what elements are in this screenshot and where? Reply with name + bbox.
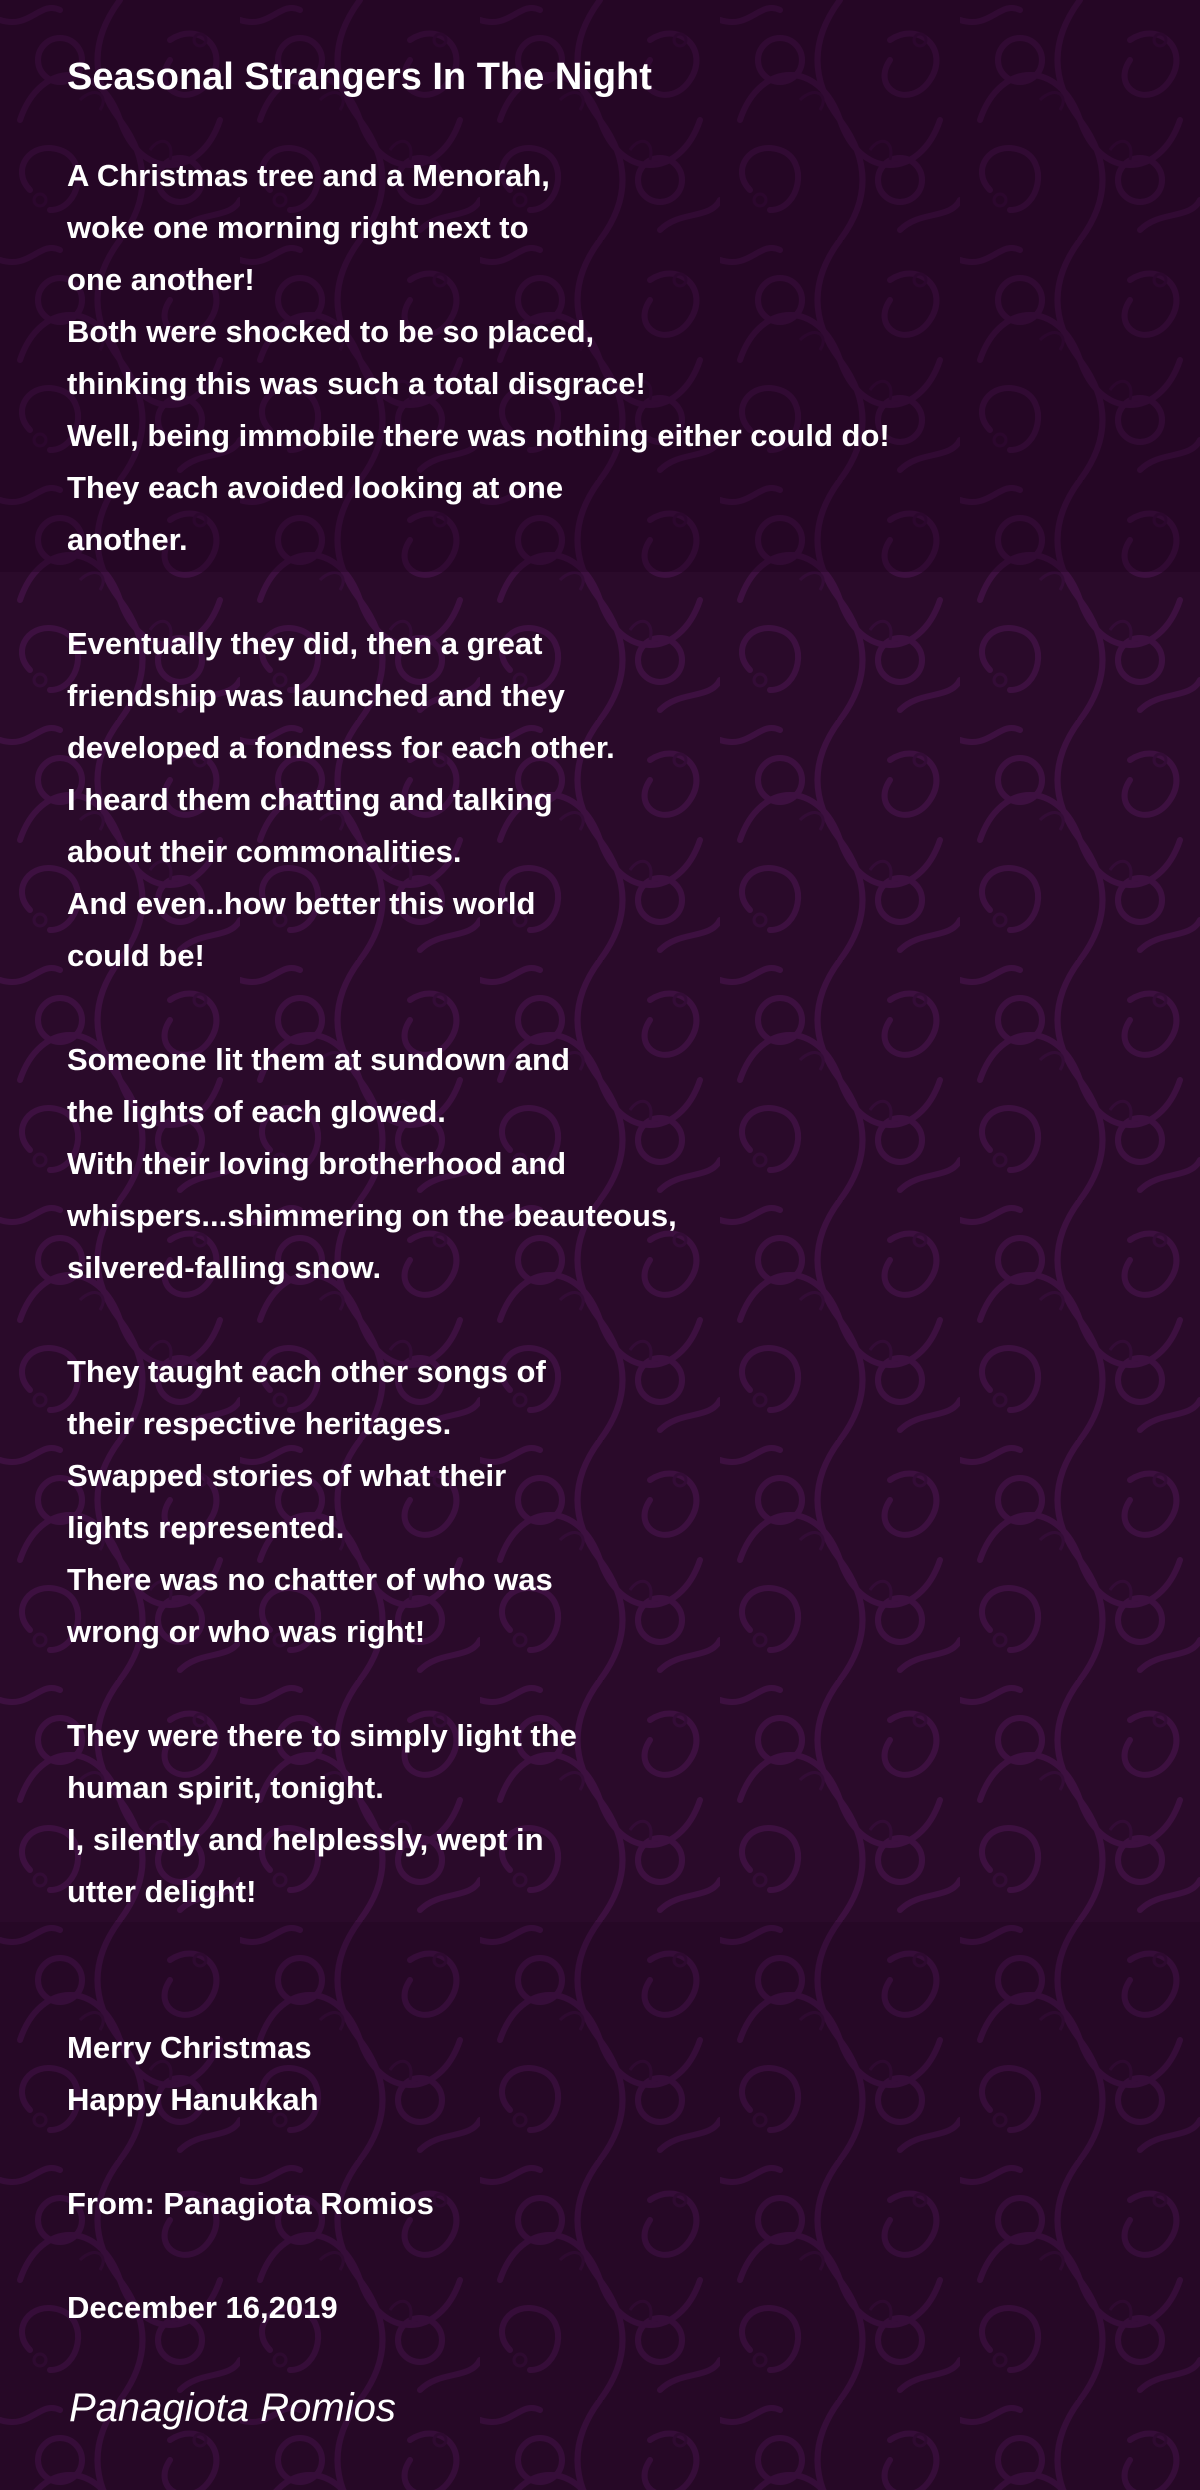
poem-line: With their loving brotherhood and bbox=[67, 1146, 567, 1181]
poem-line: Eventually they did, then a great bbox=[67, 626, 543, 661]
poem-line: They each avoided looking at one bbox=[67, 470, 564, 505]
stanza-break bbox=[67, 2126, 890, 2178]
poem-line: wrong or who was right! bbox=[67, 1614, 426, 1649]
poem-line: developed a fondness for each other. bbox=[67, 730, 615, 765]
poem-line: whispers...shimmering on the beauteous, bbox=[67, 1198, 677, 1233]
poem-line: Merry Christmas bbox=[67, 2030, 312, 2065]
poem-line: And even..how better this world bbox=[67, 886, 536, 921]
poem-line: They taught each other songs of bbox=[67, 1354, 546, 1389]
poem-title: Seasonal Strangers In The Night bbox=[67, 56, 652, 98]
poem-line: I, silently and helplessly, wept in bbox=[67, 1822, 544, 1857]
poem-line: could be! bbox=[67, 938, 205, 973]
stanza-break bbox=[67, 566, 890, 618]
poem-line: Swapped stories of what their bbox=[67, 1458, 507, 1493]
poem-line: Both were shocked to be so placed, bbox=[67, 314, 595, 349]
poem-line: another. bbox=[67, 522, 188, 557]
poem-line: one another! bbox=[67, 262, 255, 297]
poem-line: their respective heritages. bbox=[67, 1406, 452, 1441]
stanza-break bbox=[67, 1294, 890, 1346]
stanza-break bbox=[67, 1918, 890, 1970]
poem-line: friendship was launched and they bbox=[67, 678, 565, 713]
poem-line: the lights of each glowed. bbox=[67, 1094, 446, 1129]
poem-body bbox=[67, 150, 890, 2334]
poem-line: about their commonalities. bbox=[67, 834, 462, 869]
stanza-break bbox=[67, 1970, 890, 2022]
poem-line: silvered-falling snow. bbox=[67, 1250, 382, 1285]
poem-line: A Christmas tree and a Menorah, bbox=[67, 158, 550, 193]
poem-line: utter delight! bbox=[67, 1874, 257, 1909]
stanza-break bbox=[67, 2230, 890, 2282]
poem-line: Someone lit them at sundown and bbox=[67, 1042, 570, 1077]
poem-line: human spirit, tonight. bbox=[67, 1770, 384, 1805]
poem-line: December 16,2019 bbox=[67, 2290, 338, 2325]
poem-line: From: Panagiota Romios bbox=[67, 2186, 434, 2221]
poem-line: woke one morning right next to bbox=[67, 210, 529, 245]
poem-line: I heard them chatting and talking bbox=[67, 782, 553, 817]
stanza-break bbox=[67, 982, 890, 1034]
poem-line: Happy Hanukkah bbox=[67, 2082, 319, 2117]
poem-line: Well, being immobile there was nothing either could do! bbox=[67, 418, 890, 453]
author-signature: Panagiota Romios bbox=[69, 2386, 396, 2430]
poem-line: There was no chatter of who was bbox=[67, 1562, 553, 1597]
poem-line: thinking this was such a total disgrace! bbox=[67, 366, 646, 401]
stanza-break bbox=[67, 1658, 890, 1710]
poem-line: They were there to simply light the bbox=[67, 1718, 577, 1753]
poem-line: lights represented. bbox=[67, 1510, 345, 1545]
